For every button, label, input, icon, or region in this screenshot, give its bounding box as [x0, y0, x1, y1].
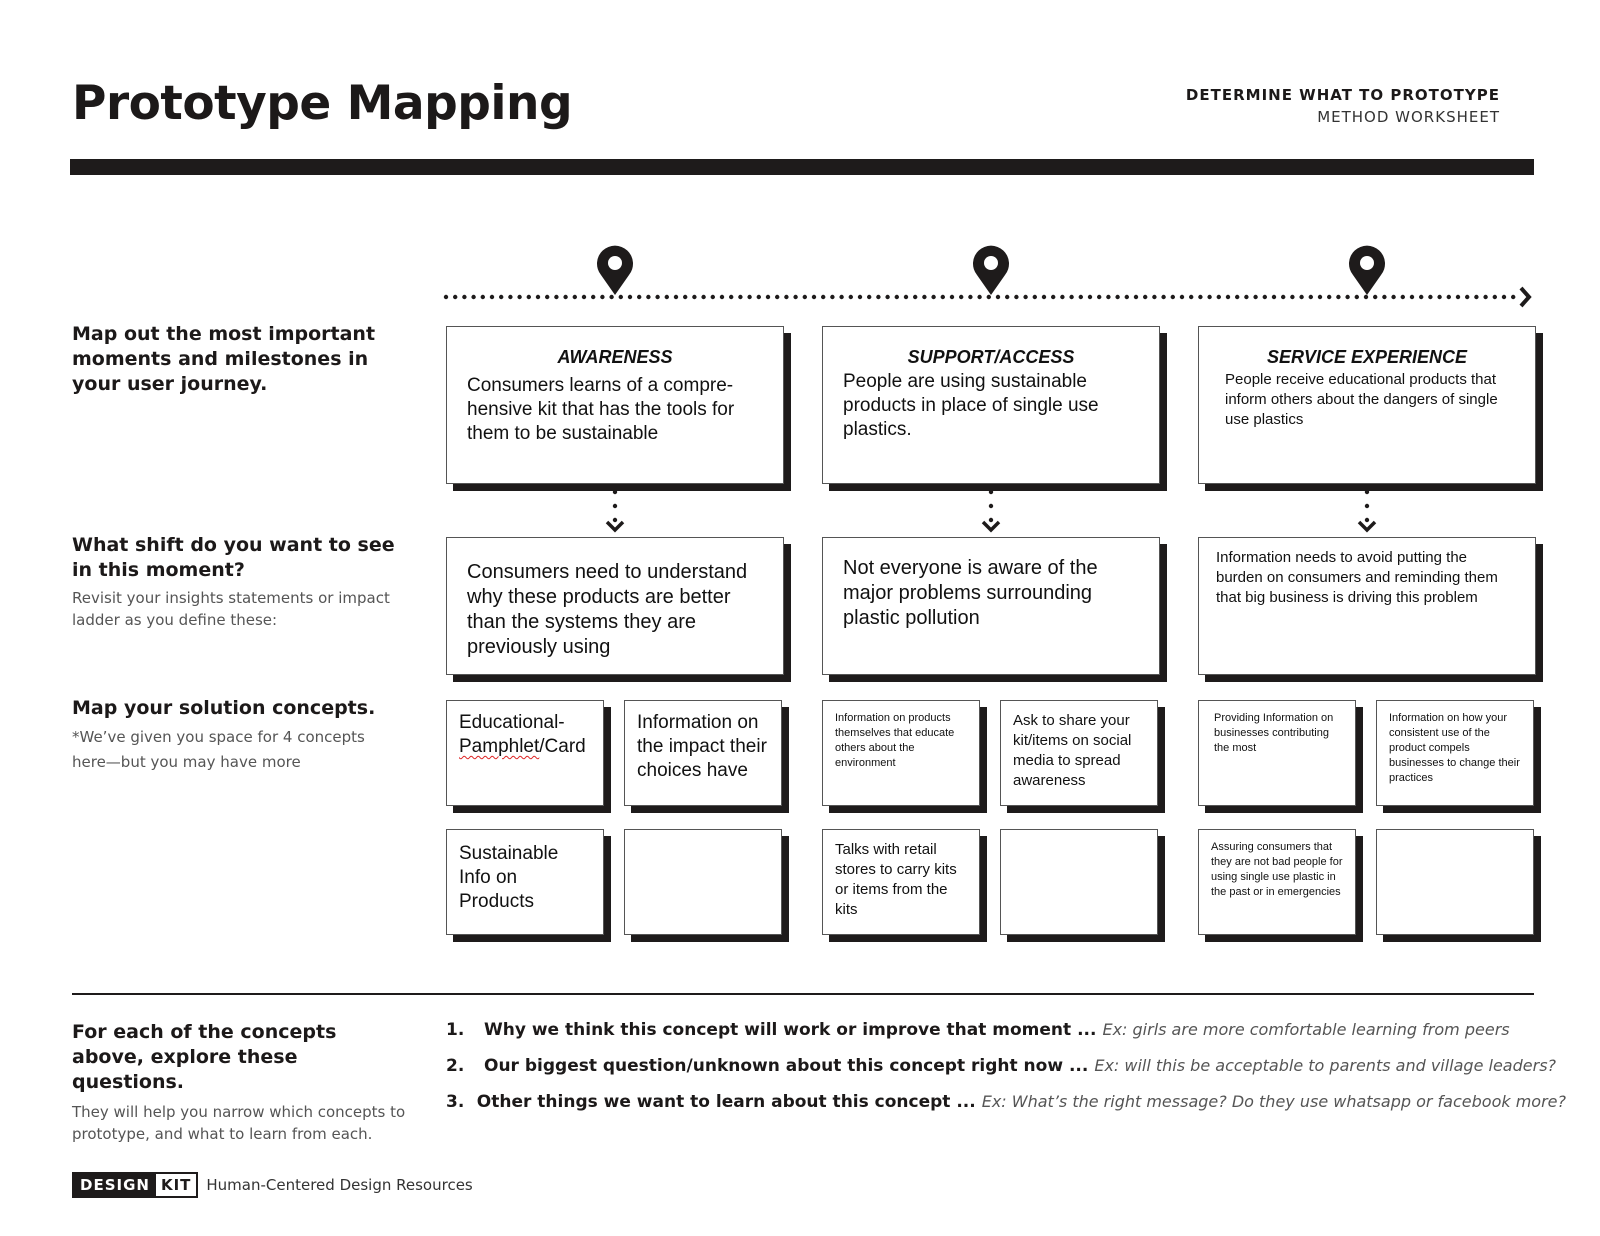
shift-text: Not everyone is aware of the major problems surrounding plastic pollution: [843, 557, 1098, 629]
timeline-dot: [711, 295, 715, 299]
timeline-dot: [1401, 295, 1405, 299]
moments-heading: Map out the most important moments and milestones in your user journey.: [72, 323, 376, 395]
timeline-dot: [959, 295, 963, 299]
timeline-dot: [582, 295, 586, 299]
timeline-dot: [655, 295, 659, 299]
chevron-down-icon: [983, 490, 999, 530]
timeline-dot: [1502, 295, 1506, 299]
concept-text: Sustainable Info on Products: [459, 843, 559, 912]
timeline-dot: [1033, 295, 1037, 299]
timeline-dot: [775, 295, 779, 299]
question-example: Ex: will this be acceptable to parents and village leaders?: [1094, 1056, 1557, 1075]
concept-text: Providing Information on businesses contributing the most: [1214, 712, 1334, 754]
timeline-dot: [1253, 295, 1257, 299]
timeline-dot: [1171, 295, 1175, 299]
timeline-dot: [830, 295, 834, 299]
timeline-dot: [1180, 295, 1184, 299]
moment-text: Consumers learns of a compre-hensive kit that has the tools for them to be sustainable: [467, 375, 735, 444]
spellcheck-underline: Pamphlet: [459, 736, 540, 757]
timeline-dot: [757, 295, 761, 299]
timeline-dot: [600, 295, 604, 299]
concept-card: [1000, 700, 1158, 806]
moment-title: SUPPORT/ACCESS: [907, 347, 1075, 367]
moment-text: People are using sustainable products in place of single use plastics.: [843, 371, 1099, 440]
timeline-dot: [821, 295, 825, 299]
concepts-heading: Map your solution concepts.: [72, 697, 376, 719]
timeline-dot: [1125, 295, 1129, 299]
timeline-dot: [1115, 295, 1119, 299]
timeline-dot: [1272, 295, 1276, 299]
timeline-dot: [619, 295, 623, 299]
moment-title: SERVICE EXPERIENCE: [1266, 347, 1468, 367]
timeline-dot: [462, 295, 466, 299]
timeline-dot: [968, 295, 972, 299]
timeline-dot: [1419, 295, 1423, 299]
timeline-dot: [1437, 295, 1441, 299]
timeline-dot: [812, 295, 816, 299]
timeline-dot: [453, 295, 457, 299]
timeline-dot: [1263, 295, 1267, 299]
chevron-down-icon: [607, 490, 623, 530]
timeline-dot: [1079, 295, 1083, 299]
shift-card: [446, 537, 784, 675]
timeline-dot: [858, 295, 862, 299]
concepts-subtext: *We’ve given you space for 4 concepts here—but you may have more: [72, 728, 365, 771]
timeline-dot: [1493, 295, 1497, 299]
timeline-dot: [692, 295, 696, 299]
timeline-dot: [1447, 295, 1451, 299]
timeline-dot: [637, 295, 641, 299]
timeline-dot: [1161, 295, 1165, 299]
footer: [72, 1172, 473, 1198]
timeline-dot: [950, 295, 954, 299]
header-divider: [70, 159, 1534, 175]
chevron-down-icon: [1359, 490, 1375, 530]
timeline-dot: [1290, 295, 1294, 299]
timeline-dot: [1097, 295, 1101, 299]
timeline-dot: [1217, 295, 1221, 299]
timeline-dot: [1355, 295, 1359, 299]
concept-card-empty: [1000, 829, 1158, 935]
timeline-dot: [573, 295, 577, 299]
question-item: [446, 1020, 1566, 1056]
chevron-right-icon: [1521, 288, 1529, 306]
shift-card: [822, 537, 1160, 675]
concept-text: Information on how your consistent use of the product compels businesses to change their practices: [1389, 712, 1520, 784]
question-example: Ex: girls are more comfortable learning from peers: [1102, 1020, 1510, 1039]
timeline-dot: [1069, 295, 1073, 299]
timeline-dot: [766, 295, 770, 299]
timeline-dot: [1042, 295, 1046, 299]
question-item: [446, 1056, 1566, 1092]
timeline-dot: [665, 295, 669, 299]
timeline-dot: [563, 295, 567, 299]
timeline-dot: [876, 295, 880, 299]
timeline-dot: [683, 295, 687, 299]
shift-heading: What shift do you want to see in this moment?: [72, 534, 395, 581]
timeline-dot: [1428, 295, 1432, 299]
questions-divider: [72, 993, 1534, 995]
question-number: 1.: [446, 1020, 465, 1040]
question-item: [446, 1092, 1566, 1128]
worksheet-label: [1186, 84, 1500, 128]
timeline-dot: [839, 295, 843, 299]
timeline-dot: [536, 295, 540, 299]
concept-card: [1198, 700, 1356, 806]
timeline-dot: [1134, 295, 1138, 299]
timeline-dot: [904, 295, 908, 299]
moment-text: People receive educational products that inform others about the dangers of single use plastics: [1225, 371, 1498, 428]
timeline-dot: [895, 295, 899, 299]
timeline-dot: [1465, 295, 1469, 299]
timeline-dot: [1235, 295, 1239, 299]
concept-card-empty: [624, 829, 782, 935]
map-pin-icon: [1349, 246, 1385, 295]
timeline-dot: [1345, 295, 1349, 299]
timeline-dot: [913, 295, 917, 299]
timeline-dot: [849, 295, 853, 299]
concept-text: Information on products themselves that educate others about the environment: [835, 712, 955, 769]
timeline-dot: [1051, 295, 1055, 299]
timeline-dot: [444, 295, 448, 299]
timeline-dot: [628, 295, 632, 299]
timeline-dot: [517, 295, 521, 299]
timeline-dot: [481, 295, 485, 299]
question-text: Why we think this concept will work or improve that moment ...: [484, 1020, 1097, 1040]
timeline-dot: [1299, 295, 1303, 299]
shift-label: [72, 533, 402, 631]
footer-tagline: Human-Centered Design Resources: [206, 1176, 473, 1194]
map-pin-icon: [597, 246, 633, 295]
timeline-dot: [738, 295, 742, 299]
timeline-dot: [1023, 295, 1027, 299]
shift-subtext: Revisit your insights statements or impact ladder as you define these:: [72, 589, 390, 629]
timeline-dot: [941, 295, 945, 299]
moment-title: AWARENESS: [557, 347, 673, 367]
timeline-dot: [1382, 295, 1386, 299]
logo-design: DESIGN: [74, 1174, 156, 1196]
timeline-dot: [803, 295, 807, 299]
concept-card: [1198, 829, 1356, 935]
timeline-dot: [545, 295, 549, 299]
page-title: Prototype Mapping: [72, 76, 573, 131]
timeline-dot: [1391, 295, 1395, 299]
moment-card: [1198, 326, 1536, 484]
timeline-dot: [793, 295, 797, 299]
timeline-dot: [784, 295, 788, 299]
timeline-dot: [554, 295, 558, 299]
timeline-dot: [1318, 295, 1322, 299]
questions-label: [72, 1020, 412, 1145]
timeline-dot: [1189, 295, 1193, 299]
timeline-dot: [471, 295, 475, 299]
concept-text: Educational-Pamphlet/Card: [459, 712, 586, 757]
question-text: Our biggest question/unknown about this concept right now ...: [484, 1056, 1089, 1076]
worksheet-type: METHOD WORKSHEET: [1317, 108, 1500, 126]
timeline-dot: [931, 295, 935, 299]
timeline-dot: [1336, 295, 1340, 299]
timeline-dot: [885, 295, 889, 299]
timeline-dot: [1474, 295, 1478, 299]
timeline-dot: [527, 295, 531, 299]
timeline-dot: [987, 295, 991, 299]
concept-card: [822, 829, 980, 935]
timeline-dot: [1198, 295, 1202, 299]
timeline-dot: [499, 295, 503, 299]
concept-card-empty: [1376, 829, 1534, 935]
timeline-dot: [646, 295, 650, 299]
shift-card: [1198, 537, 1536, 675]
timeline-dot: [508, 295, 512, 299]
timeline-dot: [701, 295, 705, 299]
timeline-dot: [1364, 295, 1368, 299]
timeline-dot: [674, 295, 678, 299]
questions-subtext: They will help you narrow which concepts to prototype, and what to learn from each.: [72, 1103, 406, 1143]
timeline-dot: [1226, 295, 1230, 299]
timeline-dot: [1207, 295, 1211, 299]
timeline-dot: [1511, 295, 1515, 299]
concept-text: Talks with retail stores to carry kits or items from the kits: [835, 841, 957, 918]
logo-kit: KIT: [156, 1174, 196, 1196]
timeline-dot: [867, 295, 871, 299]
timeline-dot: [609, 295, 613, 299]
timeline-dot: [977, 295, 981, 299]
timeline-dot: [591, 295, 595, 299]
shift-text: Consumers need to understand why these products are better than the systems they are previously using: [467, 561, 748, 658]
timeline-dot: [1483, 295, 1487, 299]
concept-card: [822, 700, 980, 806]
timeline-dot: [747, 295, 751, 299]
concept-text: Assuring consumers that they are not bad people for using single use plastic in the past or in emergencies: [1211, 841, 1343, 898]
timeline-dotted-line: [444, 295, 1516, 299]
moment-card: [446, 326, 784, 484]
concept-text: Ask to share your kit/items on social media to spread awareness: [1013, 712, 1132, 789]
timeline-dot: [1088, 295, 1092, 299]
design-kit-logo: [72, 1172, 198, 1198]
timeline-dot: [1410, 295, 1414, 299]
timeline-dot: [1060, 295, 1064, 299]
timeline-dot: [1005, 295, 1009, 299]
concept-card: [446, 700, 604, 806]
timeline-dot: [1152, 295, 1156, 299]
question-example: Ex: What’s the right message? Do they use whatsapp or facebook more?: [981, 1092, 1566, 1111]
question-number: 3.: [446, 1092, 465, 1112]
concept-text: Information on the impact their choices have: [637, 712, 767, 781]
map-pin-icon: [973, 246, 1009, 295]
timeline-dot: [922, 295, 926, 299]
questions-heading: For each of the concepts above, explore these questions.: [72, 1021, 337, 1093]
timeline-dot: [1143, 295, 1147, 299]
concept-card: [1376, 700, 1534, 806]
timeline-dot: [1014, 295, 1018, 299]
concept-card: [446, 829, 604, 935]
timeline-dot: [1373, 295, 1377, 299]
moment-card: [822, 326, 1160, 484]
timeline-dot: [1456, 295, 1460, 299]
timeline-dot: [1281, 295, 1285, 299]
concepts-label: [72, 696, 402, 775]
concept-card: [624, 700, 782, 806]
shift-text: Information needs to avoid putting the burden on consumers and reminding them that big business is driving this problem: [1216, 549, 1498, 606]
question-text: Other things we want to learn about this concept ...: [476, 1092, 976, 1112]
timeline-dot: [720, 295, 724, 299]
timeline-dot: [1309, 295, 1313, 299]
timeline-dot: [1106, 295, 1110, 299]
question-number: 2.: [446, 1056, 465, 1076]
timeline-dot: [1244, 295, 1248, 299]
moments-label: [72, 322, 402, 397]
timeline-dot: [1327, 295, 1331, 299]
timeline-dot: [996, 295, 1000, 299]
timeline-dot: [490, 295, 494, 299]
question-list: [446, 1020, 1566, 1128]
timeline-dot: [729, 295, 733, 299]
worksheet-category: DETERMINE WHAT TO PROTOTYPE: [1185, 86, 1500, 104]
